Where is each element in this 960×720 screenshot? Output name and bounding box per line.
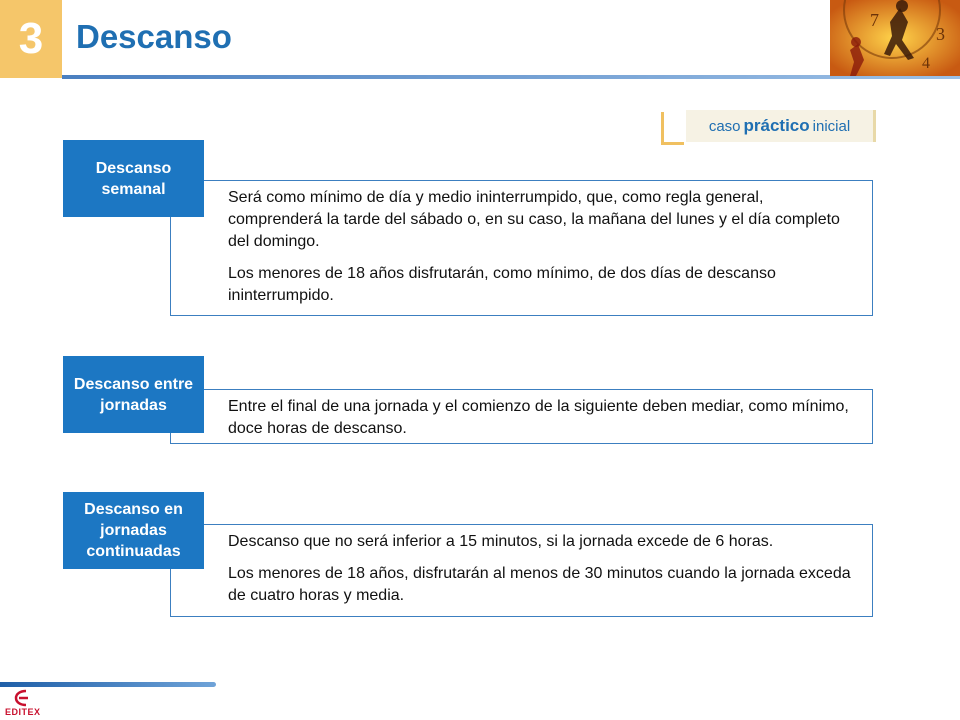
caso-suffix: inicial (812, 117, 851, 135)
section-content-descanso-jornadas-continuadas (170, 524, 873, 617)
page-title: Descanso (76, 18, 232, 55)
footer-divider (0, 682, 216, 687)
svg-text:7: 7 (870, 10, 879, 30)
section-paragraph: Entre el final de una jornada y el comienzo de la siguiente deben mediar, como mínimo, doce horas de descanso. (228, 398, 849, 437)
editex-logo-text: EDITEX (5, 707, 41, 717)
caso-prefix: caso (708, 117, 741, 135)
clock-runner-illustration (830, 0, 960, 76)
section-paragraph: Será como mínimo de día y medio ininterrumpido, que, como regla general, comprenderá la tarde del sábado o, en su caso, la mañana del lunes y el día completo del domingo. (228, 189, 840, 250)
section-content-descanso-semanal (170, 180, 873, 316)
clock-runner-image (830, 0, 960, 76)
header-divider (62, 75, 960, 79)
section-paragraph: Los menores de 18 años, disfrutarán al menos de 30 minutos cuando la jornada exceda de cuatro horas y media. (228, 565, 851, 604)
caso-practico-bracket (661, 112, 684, 145)
section-label-descanso-entre-jornadas: Descanso entre jornadas (63, 356, 204, 433)
section-content-descanso-entre-jornadas (170, 389, 873, 444)
section-paragraph: Los menores de 18 años disfrutarán, como mínimo, de dos días de descanso ininterrumpido. (228, 265, 776, 304)
section-label-descanso-jornadas-continuadas: Descanso en jornadas continuadas (63, 492, 204, 569)
section-paragraph: Descanso que no será inferior a 15 minutos, si la jornada excede de 6 horas. (228, 533, 774, 550)
svg-text:3: 3 (936, 24, 945, 44)
caso-practico-link[interactable] (686, 110, 876, 142)
svg-text:4: 4 (922, 55, 930, 72)
section-label-descanso-semanal: Descanso semanal (63, 140, 204, 217)
caso-highlight: práctico (743, 116, 810, 135)
chapter-number: 3 (0, 0, 62, 78)
